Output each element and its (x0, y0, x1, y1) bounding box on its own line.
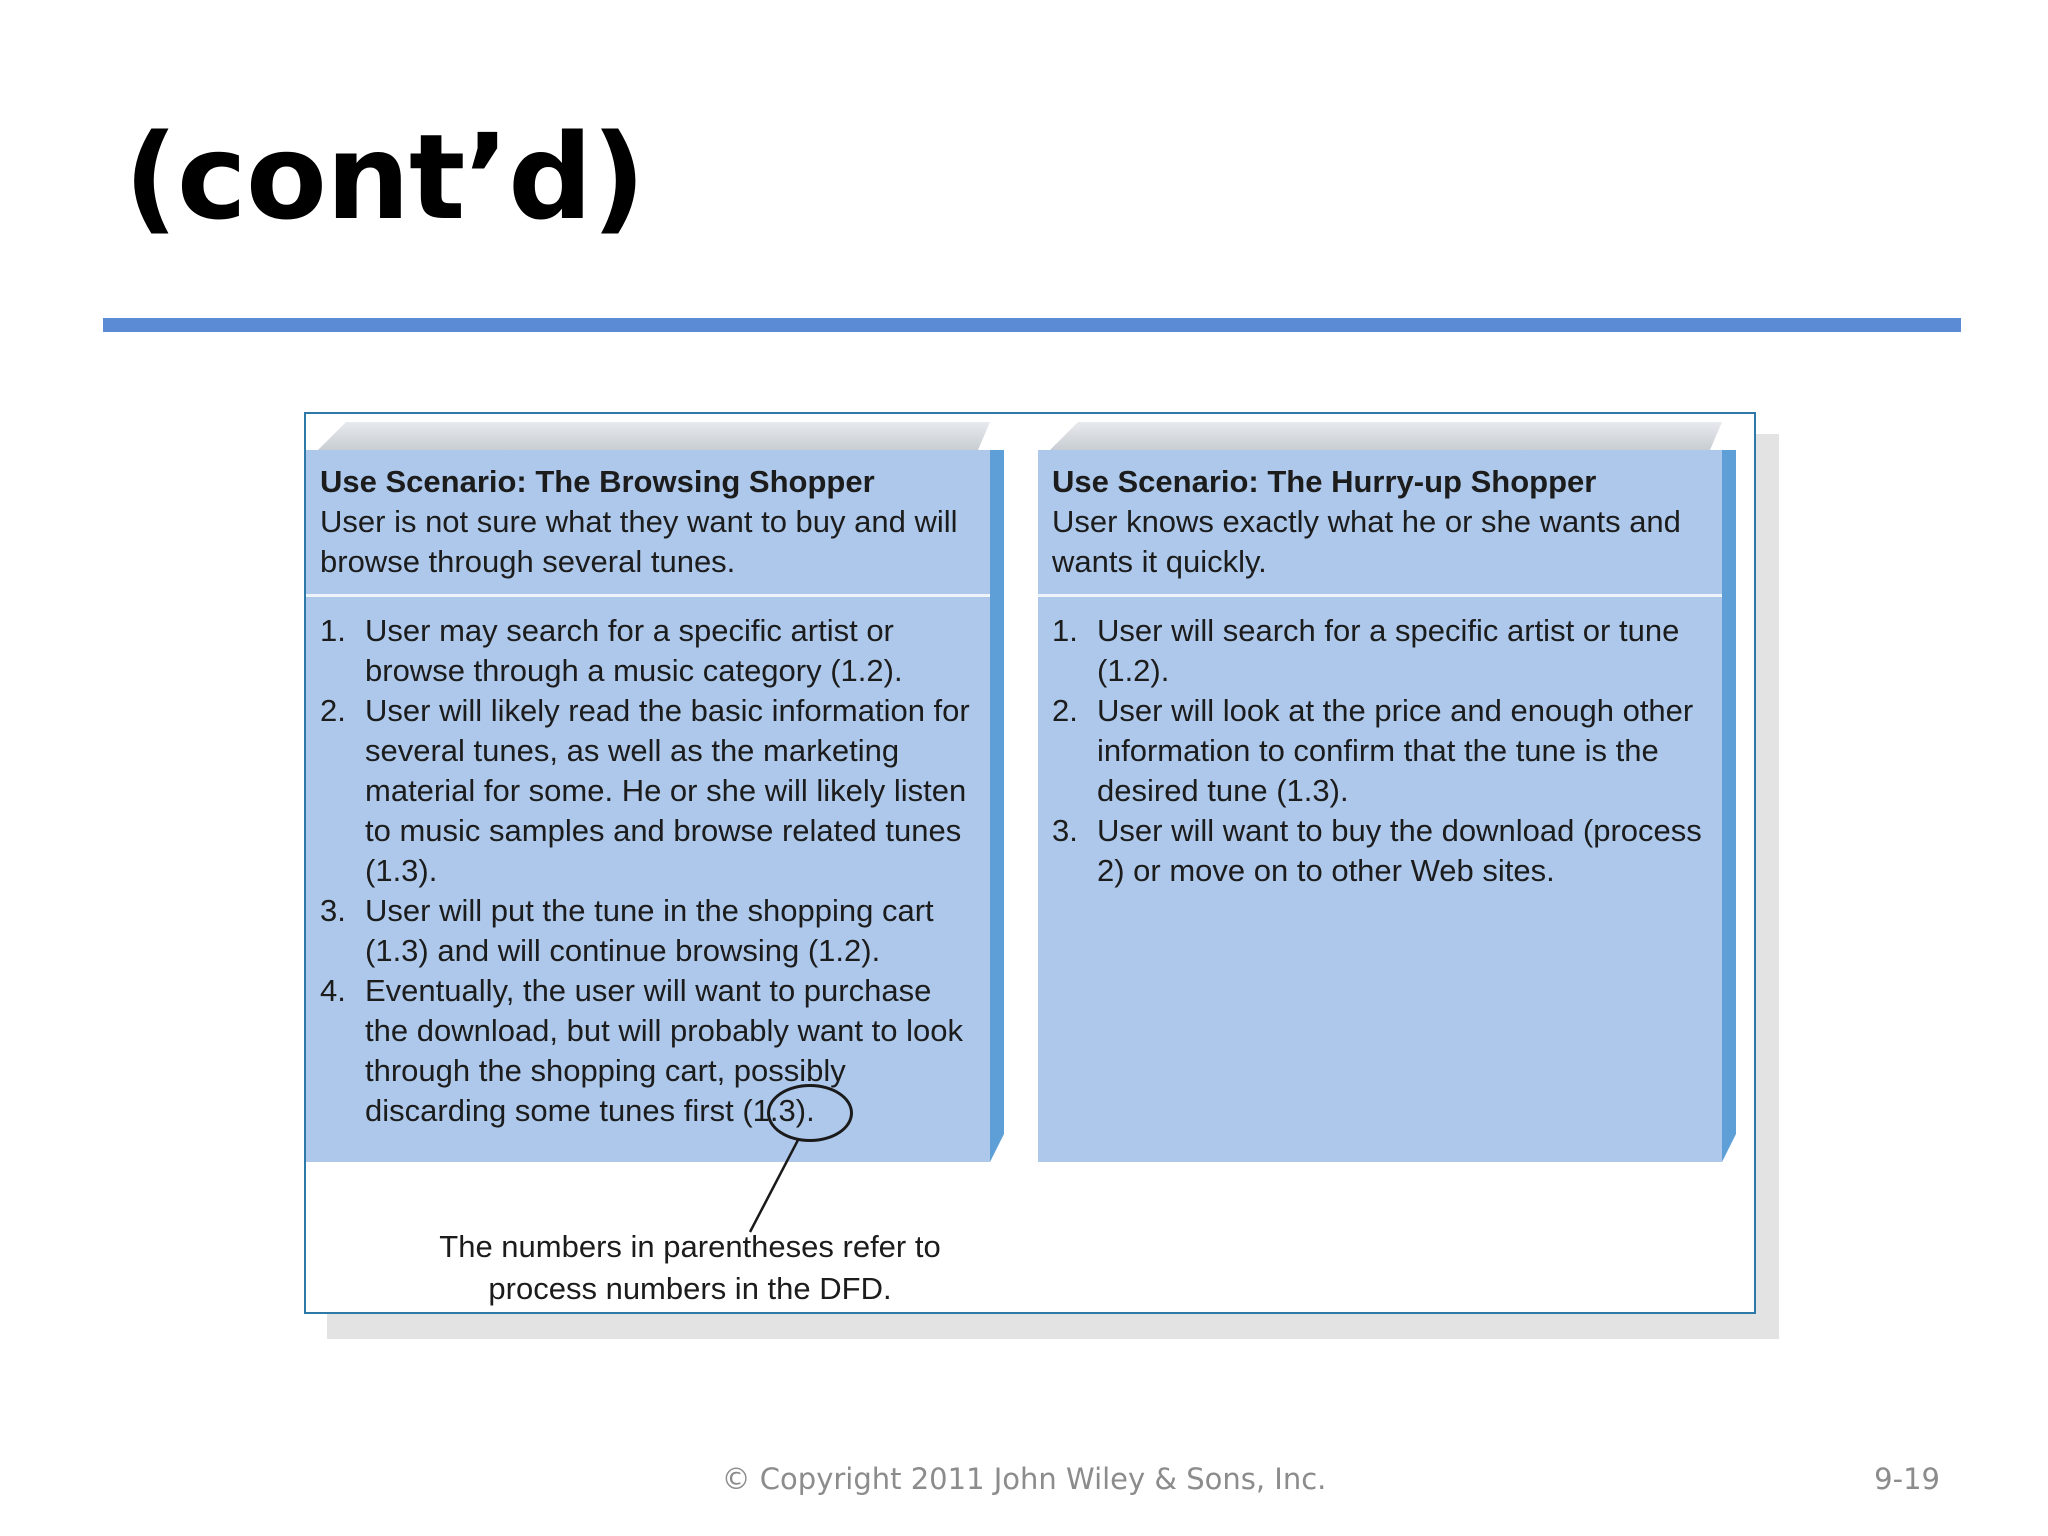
scenario-description: User is not sure what they want to buy and will browse through several tunes. (320, 504, 958, 579)
scenario-description: User knows exactly what he or she wants and wants it quickly. (1052, 504, 1681, 579)
footer-page-number: 9-19 (1874, 1462, 1940, 1496)
step-number: 3. (1052, 813, 1078, 848)
scenario-title: Use Scenario: The Browsing Shopper (320, 464, 875, 499)
slide-title: (cont’d) (124, 108, 645, 246)
scenario-title: Use Scenario: The Hurry-up Shopper (1052, 464, 1597, 499)
step-text: User will search for a specific artist or tune (1.2). (1097, 613, 1680, 688)
step-number: 3. (320, 893, 346, 928)
step-text: User may search for a specific artist or browse through a music category (1.2). (365, 613, 903, 688)
step-text: User will want to buy the download (process 2) or move on to other Web sites. (1097, 813, 1702, 888)
step-text: User will put the tune in the shopping cart (1.3) and will continue browsing (1.2). (365, 893, 934, 968)
step-text: Eventually, the user will want to purchase the download, but will probably want to look through the shopping cart, possibly discarding some tunes first (1.3). (365, 973, 963, 1128)
step-text: User will look at the price and enough other information to confirm that the tune is the desired tune (1.3). (1097, 693, 1694, 808)
callout-line (306, 414, 1754, 1312)
scenario-figure (304, 412, 1756, 1314)
step-number: 2. (320, 693, 346, 728)
footer-copyright: © Copyright 2011 John Wiley & Sons, Inc. (721, 1462, 1327, 1496)
callout-connector (750, 1140, 798, 1232)
step-text: User will likely read the basic information for several tunes, as well as the marketing material for some. He or she will likely listen to music samples and browse related tunes (1.3). (365, 693, 970, 888)
step-number: 2. (1052, 693, 1078, 728)
title-rule (103, 318, 1961, 332)
step-number: 1. (1052, 613, 1078, 648)
step-number: 4. (320, 973, 346, 1008)
callout-text: The numbers in parentheses refer to process numbers in the DFD. (439, 1229, 941, 1306)
step-number: 1. (320, 613, 346, 648)
